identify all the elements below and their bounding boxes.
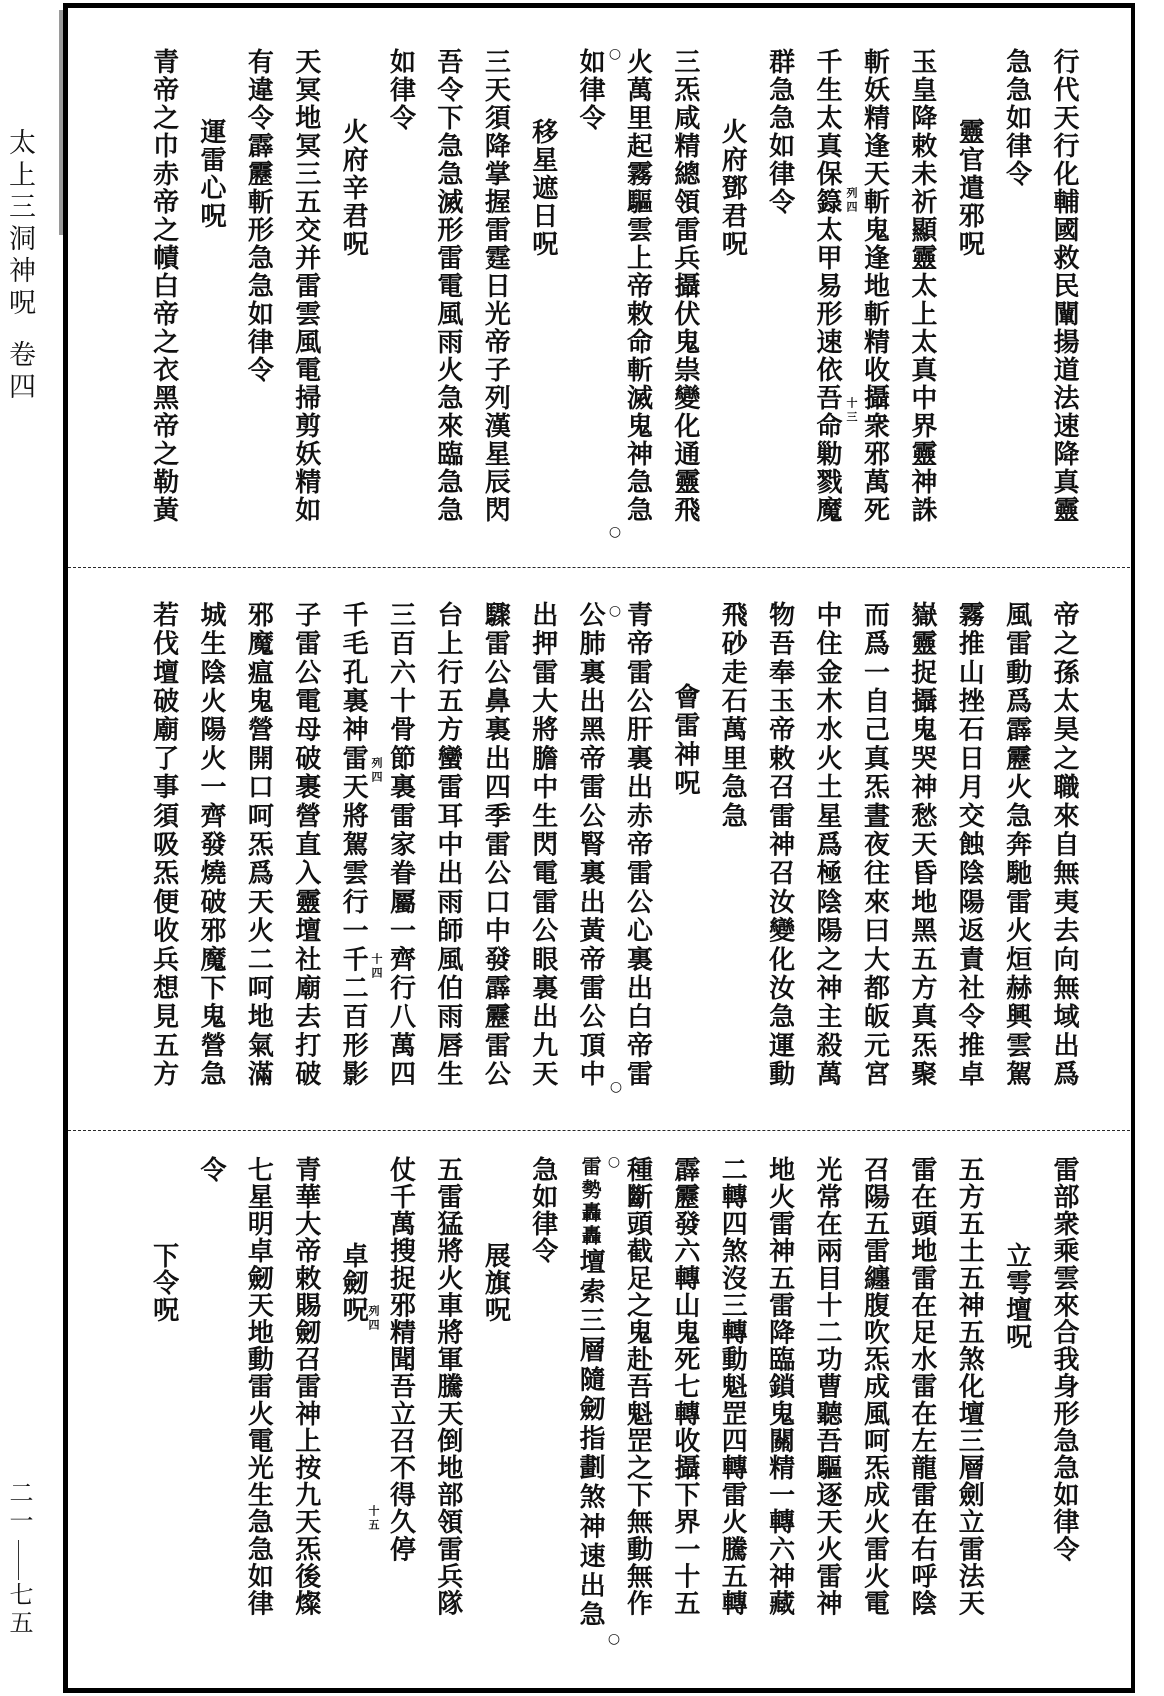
verse-column: 地火雷神五雷降臨鎖鬼關精一轉六神藏 (764, 1156, 795, 1617)
verse-column: 三天須降掌握雷霆日光帝子列漢星辰閃 (480, 48, 511, 524)
register-top (139, 48, 1087, 563)
verse-column: 千毛孔裏神雷天將駕雲行一千二百形影 (338, 601, 369, 1089)
verse-column: 青帝雷公肝裏出赤帝雷公心裏出白帝雷 (622, 601, 653, 1089)
verse-column: 火萬里起霧驅雲上帝敕命斬滅鬼神急急 (622, 48, 653, 524)
verse-column: 邪魔瘟鬼營開口呵炁爲天火二呵地氣滿 (243, 601, 274, 1089)
verse-column: 三百六十骨節裏雷家眷屬一齊行八萬四 (385, 601, 416, 1089)
verse-column: 子雷公電母破裹營直入靈壇社廟去打破 (290, 601, 321, 1089)
collation-note: 列四 (845, 187, 858, 215)
incantation-title: 火府鄧君呪 (717, 118, 748, 258)
verse-column (566, 1156, 613, 1656)
verse-column: 霹靂發六轉山鬼死七轉收攝下界一十五 (669, 1156, 700, 1617)
verse-column: 五方五土五神五煞化壇三層劍立雷法天 (954, 1156, 985, 1617)
verse-column: 七星明卓劒天地動雷火電光生急急如律 (243, 1156, 274, 1617)
verse-column: 種斷頭截足之鬼赴吾魁罡之下無動無作 (622, 1156, 653, 1617)
incantation-title: 展旗呪 (480, 1242, 511, 1324)
verse-column: 急如律令 (527, 1156, 558, 1265)
verse-column: 物吾奉玉帝敕召雷神召汝變化汝急運動 (764, 601, 795, 1089)
verse-column: 召陽五雷纏腹吹炁成風呵炁成火雷火電 (859, 1156, 890, 1617)
verse-column: 群急急如律令 (764, 48, 795, 216)
collation-note: 十三 (845, 397, 858, 425)
verse-column: 如律令 (575, 48, 606, 132)
verse-column: 行代天行化輔國救民闡揚道法速降真靈 (1049, 48, 1079, 524)
verse-column: 霧推山挫石日月交蝕陰陽返責社令推卓 (954, 601, 985, 1089)
verse-column: 玉皇降敕未祈顯靈太上太真中界靈神誅 (906, 48, 937, 524)
verse-column: 有違令霹靂斬形急急如律令 (243, 48, 274, 384)
section-mark-circle: ○ (608, 524, 622, 540)
verse-column: 光常在兩目十二功曹聽吾驅逐天火雷神 (812, 1156, 843, 1617)
verse-column: 二轉四煞沒三轉動魁罡四轉雷火騰五轉 (717, 1156, 748, 1617)
incantation-title: 立雩壇呪 (1001, 1242, 1032, 1351)
verse-column: 城生陰火陽火一齊發燒破邪魔下鬼營急 (195, 601, 226, 1089)
verse-text: 壇索三層隨劒指劃煞神速出急 (575, 1248, 606, 1631)
verse-column: 風雷動爲霹靂火急奔馳雷火烜赫興雲駕 (1001, 601, 1032, 1089)
page-number-volume: 二一 (5, 1480, 33, 1536)
section-mark-circle: ○ (609, 1079, 623, 1095)
verse-column: 斬妖精逢天斬鬼逢地斬精收攝衆邪萬死 (859, 48, 890, 524)
incantation-title: 下令呪 (148, 1242, 179, 1324)
margin-volume-label: 卷四 (4, 340, 35, 404)
register-bottom (139, 1156, 1087, 1656)
register-middle (139, 601, 1087, 1126)
verse-column: 出押雷大將膽中生閃電雷公眼裏出九天 (527, 601, 558, 1089)
section-mark-circle: ○ (608, 46, 622, 62)
verse-column: 青帝之巾赤帝之幘白帝之衣黑帝之勒黃 (148, 48, 179, 524)
page-number-page: 七五 (5, 1582, 33, 1638)
verse-column: 青華大帝敕賜劒召雷神上按九天炁後燦 (290, 1156, 321, 1617)
verse-column: 吾令下急急滅形雷電風雨火急來臨急急 (432, 48, 463, 524)
verse-column: 公肺裏出黑帝雷公腎裏出黃帝雷公頂中 (575, 601, 606, 1089)
verse-column: 千生太真保籙太甲易形速依吾命勦戮魔 (812, 48, 843, 524)
verse-column: 驟雷公鼻裏出四季雷公口中發霹靂雷公 (480, 601, 511, 1089)
verse-column: 嶽靈捉攝鬼哭神愁天昏地黑五方真炁聚 (906, 601, 937, 1089)
section-mark-circle: ○ (607, 1631, 621, 1647)
section-mark-circle: ○ (607, 1154, 621, 1170)
verse-column: 仗千萬搜捉邪精聞吾立召不得久停 (385, 1156, 416, 1563)
verse-column: 雷部衆乘雲來合我身形急急如律令 (1049, 1156, 1079, 1563)
collation-note: 十四 (370, 953, 383, 981)
verse-column: 若伐壇破廟了事須吸炁便收兵想見五方 (148, 601, 179, 1089)
verse-column: 五雷猛將火車將軍騰天倒地部領雷兵隊 (432, 1156, 463, 1617)
incantation-title: 卓劒呪 (338, 1242, 369, 1324)
small-print-prefix: 雷勢轟轟 (578, 1156, 603, 1248)
incantation-title: 移星遮日呪 (527, 118, 558, 258)
incantation-title: 會雷神呪 (669, 683, 700, 798)
verse-column: 而爲一自己真炁晝夜往來曰大都皈元宮 (859, 601, 890, 1089)
incantation-title: 運雷心呪 (195, 118, 226, 230)
verse-column: 雷在頭地雷在足水雷在左龍雷在右呼陰 (906, 1156, 937, 1617)
verse-column: 如律令 (385, 48, 416, 132)
collation-note: 列四 (367, 1305, 380, 1333)
collation-note: 十五 (367, 1505, 380, 1533)
verse-column: 天冥地冥三五交并雷雲風電掃剪妖精如 (290, 48, 321, 524)
register-divider-lower (68, 1130, 1130, 1131)
verse-column: 中住金木水火土星爲極陰陽之神主殺萬 (812, 601, 843, 1089)
verse-column: 飛砂走石萬里急急 (717, 601, 748, 831)
incantation-title: 火府辛君呪 (338, 118, 369, 258)
verse-column: 台上行五方蠻雷耳中出雨師風伯雨唇生 (432, 601, 463, 1089)
verse-column: 三炁咸精總領雷兵攝伏鬼祟變化通靈飛 (669, 48, 700, 524)
page-number-separator (18, 1540, 19, 1580)
verse-column: 急急如律令 (1001, 48, 1032, 188)
verse-column: 令 (195, 1156, 226, 1184)
margin-book-title: 太上三洞神呪 (4, 128, 35, 320)
verse-column: 帝之孫太昊之職來自無夷去向無域出爲 (1049, 601, 1079, 1089)
collation-note: 列四 (370, 757, 383, 785)
incantation-title: 靈官遣邪呪 (954, 118, 985, 258)
section-mark-circle: ○ (608, 603, 622, 619)
register-divider-upper (68, 567, 1130, 568)
